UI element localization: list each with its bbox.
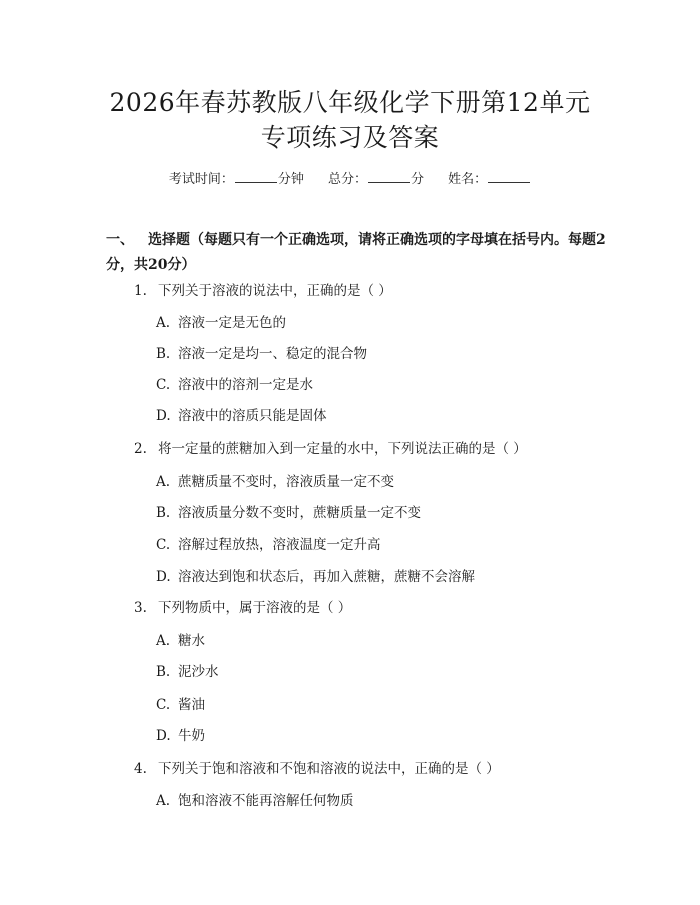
student-name-label: 姓名： <box>448 172 488 187</box>
option-letter: D. <box>156 569 171 585</box>
question-2 <box>134 440 527 458</box>
option-text: 糖水 <box>178 633 205 649</box>
document-title-line1: 2026年春苏教版八年级化学下册第12单元 <box>109 88 591 117</box>
option-letter: A. <box>156 793 171 809</box>
option-letter: A. <box>156 633 171 649</box>
option-4a <box>156 792 354 810</box>
option-3c <box>156 696 205 714</box>
option-letter: B. <box>156 346 171 362</box>
question-1 <box>134 282 392 300</box>
option-2a <box>156 473 394 491</box>
question-text: 下列关于溶液的说法中，正确的是（ ） <box>158 283 392 299</box>
question-text: 下列物质中，属于溶液的是（ ） <box>158 600 352 616</box>
option-text: 溶液中的溶质只能是固体 <box>178 408 327 424</box>
option-1b <box>156 345 367 363</box>
option-text: 泥沙水 <box>178 664 219 680</box>
student-name-blank <box>488 170 530 183</box>
question-text: 下列关于饱和溶液和不饱和溶液的说法中，正确的是（ ） <box>158 761 500 777</box>
section-number: 一、 <box>106 232 134 248</box>
question-4 <box>134 760 500 778</box>
option-letter: C. <box>156 377 171 393</box>
option-letter: A. <box>156 315 171 331</box>
option-3b <box>156 663 219 681</box>
exam-meta <box>0 170 700 189</box>
section-heading <box>106 228 606 278</box>
question-number: 3. <box>134 600 147 616</box>
option-3a <box>156 632 205 650</box>
exam-time-unit: 分钟 <box>277 172 304 187</box>
option-text: 溶液中的溶剂一定是水 <box>178 377 313 393</box>
section-instructions: 选择题（每题只有一个正确选项，请将正确选项的字母填在括号内。每题2分，共20分） <box>106 232 606 273</box>
option-1c <box>156 376 313 394</box>
student-name-field <box>448 170 531 189</box>
option-letter: D. <box>156 408 171 424</box>
question-number: 2. <box>134 441 147 457</box>
option-letter: C. <box>156 537 171 553</box>
option-text: 蔗糖质量不变时，溶液质量一定不变 <box>178 474 394 490</box>
option-text: 溶液一定是均一、稳定的混合物 <box>178 346 367 362</box>
total-score-field <box>328 170 424 189</box>
option-2b <box>156 504 421 522</box>
total-score-label: 总分： <box>327 172 367 187</box>
option-2d <box>156 568 475 586</box>
option-text: 酱油 <box>178 697 205 713</box>
option-1d <box>156 407 327 425</box>
option-letter: D. <box>156 728 171 744</box>
exam-time-blank <box>235 170 277 183</box>
option-2c <box>156 536 381 554</box>
total-score-unit: 分 <box>411 172 425 187</box>
question-text: 将一定量的蔗糖加入到一定量的水中，下列说法正确的是（ ） <box>158 441 527 457</box>
option-text: 溶液质量分数不变时，蔗糖质量一定不变 <box>178 505 421 521</box>
question-3 <box>134 599 351 617</box>
option-text: 牛奶 <box>178 728 205 744</box>
question-number: 1. <box>134 283 147 299</box>
question-number: 4. <box>134 761 147 777</box>
option-letter: A. <box>156 474 171 490</box>
option-text: 饱和溶液不能再溶解任何物质 <box>178 793 354 809</box>
option-letter: C. <box>156 697 171 713</box>
total-score-blank <box>368 170 410 183</box>
exam-time-label: 考试时间： <box>168 172 234 187</box>
option-text: 溶解过程放热，溶液温度一定升高 <box>178 537 381 553</box>
option-letter: B. <box>156 505 171 521</box>
option-1a <box>156 314 286 332</box>
option-text: 溶液一定是无色的 <box>178 315 286 331</box>
exam-time-field <box>169 170 304 189</box>
option-text: 溶液达到饱和状态后，再加入蔗糖，蔗糖不会溶解 <box>178 569 475 585</box>
document-title-line2: 专项练习及答案 <box>260 123 440 152</box>
option-3d <box>156 727 205 745</box>
option-letter: B. <box>156 664 171 680</box>
